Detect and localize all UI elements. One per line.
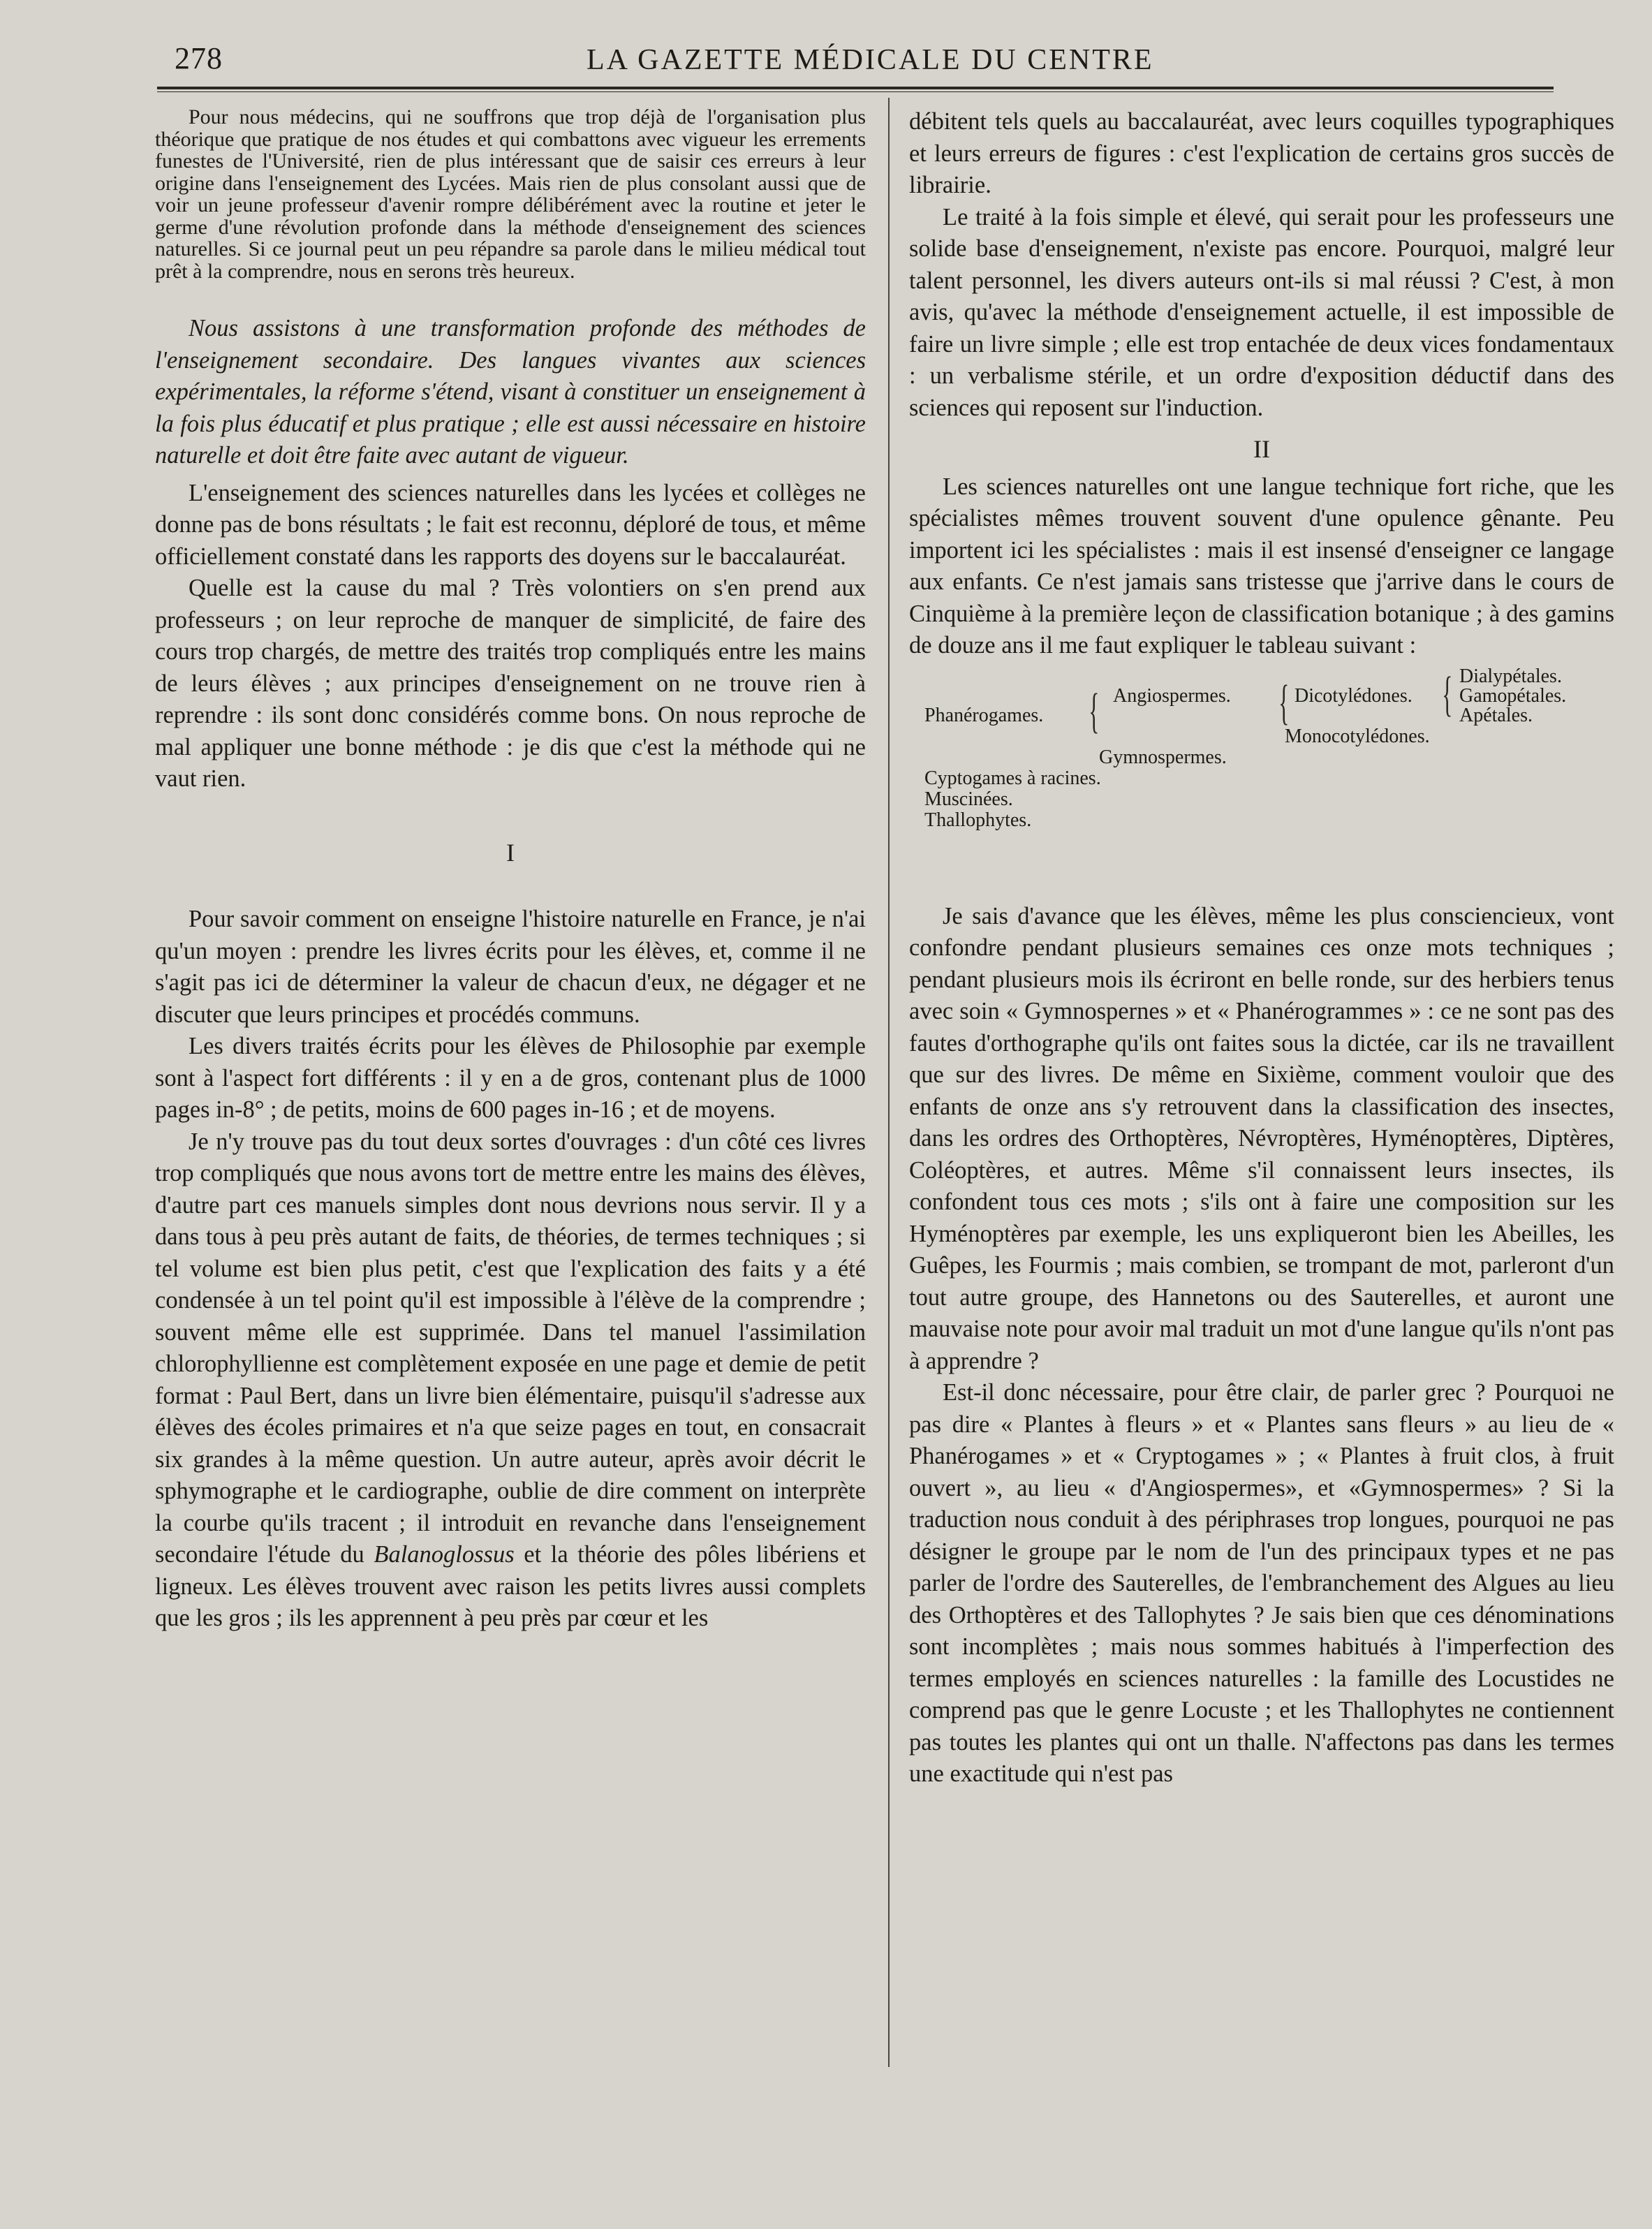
section-heading-1: I bbox=[506, 838, 515, 867]
brace-glyph: { bbox=[1089, 684, 1100, 738]
taxon-dialypetales: Dialypétales. bbox=[1459, 665, 1562, 687]
brace-glyph: { bbox=[1278, 675, 1290, 730]
paragraph: Est-il donc nécessaire, pour être clair, de parler grec ? Pourquoi ne pas dire « Plantes à fleurs » et « Plantes sans fleurs » au lieu de « Phanérogames » et « Cryptogames » ; « Plantes à fruit clos, à fruit ouvert », au lieu « d'Angiospermes», et «Gymnospermes» ? Si la traduction nous conduit à des périphrases trop longues, pourquoi ne pas désigner le groupe par le nom de l'un des principaux types et ne pas parler de l'ordre des Sauterelles, de l'embranchement des Algues au lieu des Orthoptères et des Tallophytes ? Je sais bien que ces dénominations sont incomplètes ; mais nous sommes habitués à l'imperfection des termes employés en sciences naturelles : la famille des Locustides ne comprend pas que le genre Locuste ; et les Thallophytes ne contiennent pas toutes les plantes qui ont un thalle. N'affectons pas dans les termes une exactitude qui n'est pas bbox=[909, 1379, 1614, 1787]
taxon-muscinees: Muscinées. bbox=[924, 788, 1013, 810]
paragraph: L'enseignement des sciences naturelles dans les lycées et collèges ne donne pas de bons résultats ; le fait est reconnu, déploré de tous, et même officiellement constaté dans les rapports des doyens sur le baccalauréat. bbox=[155, 479, 866, 570]
classification-table bbox=[909, 666, 1614, 869]
article-lead bbox=[155, 313, 866, 472]
paragraph: débitent tels quels au baccalauréat, avec leurs coquilles typographiques et leurs erreurs de figures : c'est l'explication de certains gros succès de librairie. bbox=[909, 108, 1614, 198]
paragraph: Les sciences naturelles ont une langue technique fort riche, que les spécialistes mêmes trouvent souvent d'une opulence gênante. Peu importent ici les spécialistes : mais il est insensé d'enseigner ce langage aux enfants. Ce n'est jamais sans tristesse que j'arrive dans le cours de Cinquième à la première leçon de classification botanique ; à des gamins de douze ans il me faut expliquer le tableau suivant : bbox=[909, 473, 1614, 659]
section-heading-2: II bbox=[1253, 435, 1270, 463]
paragraph: Je sais d'avance que les élèves, même les plus consciencieux, vont confondre pendant plusieurs semaines ces onze mots techniques ; pendant plusieurs mois ils écriront en belle ronde, sur des herbiers tenus avec soin « Gymnospernes » et « Phanérogrammes » : ce ne sont pas des fautes d'orthographe qu'ils ont faites sous la dictée, car ils ne travaillent que sur des livres. De même en Sixième, comment vouloir que des enfants de onze ans s'y retrouvent dans la classification des insectes, dans les ordres des Orthoptères, Névroptères, Hyménoptères, Diptères, Coléoptères, et autres. Même s'il connaissent leurs insectes, ils confondent tous ces mots ; s'ils ont à faire une composition sur les Hyménoptères par exemple, les uns expliqueront bien les Abeilles, les Guêpes, les Fourmis ; mais combien, se trompant de mot, parleront d'un tout autre groupe, des Hannetons ou des Sauterelles, et auront une mauvaise note pour avoir mal traduit un mot d'une langue qu'ils n'ont pas à apprendre ? bbox=[909, 902, 1614, 1374]
paragraph-text: et la théorie des pôles libériens et ligneux. Les élèves trouvent avec raison les petits livres aussi complets que les gros ; ils les apprennent à peu près par cœur et les bbox=[155, 1541, 866, 1631]
journal-title: LA GAZETTE MÉDICALE DU CENTRE bbox=[587, 44, 1154, 76]
taxon-monocotyledones: Monocotylédones. bbox=[1285, 725, 1430, 747]
paragraph bbox=[155, 1126, 866, 1635]
intro-paragraph: Pour nous médecins, qui ne souffrons que trop déjà de l'organisation plus théorique que pratique de nos études et qui combattons avec vigueur les errements funestes de l'Université, rien de plus intéressant que de saisir ces erreurs à leur origine dans l'enseignement des Lycées. Mais rien de plus consolant aussi que de voir un jeune professeur d'avenir rompre délibérément avec la routine et jeter le germe d'une révolution profonde dans la méthode d'enseignement des sciences naturelles. Si ce journal peut un peu répandre sa parole dans le milieu médical tout prêt à la comprendre, nous en serons très heureux. bbox=[155, 105, 866, 283]
brace-glyph: { bbox=[1442, 667, 1453, 721]
column-divider bbox=[888, 98, 890, 2067]
paragraph: Le traité à la fois simple et élevé, qui serait pour les professeurs une solide base d'enseignement, n'existe pas encore. Pourquoi, malgré leur talent personnel, les divers auteurs ont-ils si mal réussi ? C'est, à mon avis, qu'avec la méthode d'enseignement actuelle, il est impossible de faire un livre simple ; elle est trop entachée de deux vices fondamentaux : un verbalisme stérile, et un ordre d'exposition déductif dans des sciences qui reposent sur l'induction. bbox=[909, 203, 1614, 421]
taxon-thallophytes: Thallophytes. bbox=[924, 809, 1032, 831]
taxon-gymnospermes: Gymnospermes. bbox=[1099, 746, 1227, 768]
paragraph: Les divers traités écrits pour les élèves de Philosophie par exemple sont à l'aspect fort différents : il y en a de gros, contenant plus de 1000 pages in-8° ; de petits, moins de 600 pages in-16 ; et de moyens. bbox=[155, 1033, 866, 1123]
taxon-cryptogames: Cyptogames à racines. bbox=[924, 767, 1101, 789]
species-name: Balanoglossus bbox=[374, 1541, 515, 1568]
lead-paragraph: Nous assistons à une transformation profonde des méthodes de l'enseignement secondaire. Des langues vivantes aux sciences expérimentales, la réforme s'étend, visant à constituer un enseignement à la fois plus éducatif et plus pratique ; elle est aussi nécessaire en histoire naturelle et doit être faite avec autant de vigueur. bbox=[155, 315, 866, 469]
taxon-phanerogames: Phanérogames. bbox=[924, 704, 1044, 726]
paragraph-text: Je n'y trouve pas du tout deux sortes d'ouvrages : d'un côté ces livres trop compliqués que nous avons tort de mettre entre les mains des élèves, d'autre part ces manuels simples dont nous devrions nous servir. Il y a dans tous à peu près autant de faits, de théories, de termes techniques ; si tel volume est bien plus petit, c'est que l'explication des faits y a été condensée à un tel point qu'il est impossible à l'élève de la comprendre ; souvent même elle est supprimée. Dans tel manuel l'assimilation chlorophyllienne est complètement exposée en une page et demie de petit format : Paul Bert, dans un livre bien élémentaire, puisqu'il s'adresse aux élèves des écoles primaires et n'a que seize pages en tout, en consacrait six grandes à la même question. Un autre auteur, après avoir décrit le sphymographe et le cardiographe, oublie de dire comment on interprète la courbe qu'ils tracent ; il introduit en revanche dans l'enseignement secondaire l'étude du bbox=[155, 1128, 866, 1568]
editorial-intro bbox=[155, 106, 866, 282]
taxon-dicotyledones: Dicotylédones. bbox=[1295, 684, 1413, 707]
page-header bbox=[175, 41, 1515, 82]
header-rule bbox=[157, 87, 1554, 92]
paragraph: Pour savoir comment on enseigne l'histoire naturelle en France, je n'ai qu'un moyen : prendre les livres écrits pour les élèves, et, comme il ne s'agit pas ici de déterminer la valeur de chacun d'eux, ne dégager et ne discuter que leurs principes et procédés communs. bbox=[155, 906, 866, 1028]
taxon-apetales: Apétales. bbox=[1459, 704, 1533, 726]
taxon-angiospermes: Angiospermes. bbox=[1113, 684, 1231, 707]
page-number: 278 bbox=[175, 41, 223, 75]
left-column bbox=[155, 106, 866, 1635]
taxon-gamopetales: Gamopétales. bbox=[1459, 684, 1567, 707]
right-column bbox=[909, 106, 1614, 1790]
paragraph: Quelle est la cause du mal ? Très volontiers on s'en prend aux professeurs ; on leur reproche de manquer de simplicité, de faire des cours trop chargés, de mettre des traités trop compliqués entre les mains de leurs élèves ; aux principes d'enseignement on ne trouve rien à reprendre : ils sont donc considérés comme bons. On nous reproche de mal appliquer une bonne méthode : je dis que c'est la méthode qui ne vaut rien. bbox=[155, 575, 866, 792]
